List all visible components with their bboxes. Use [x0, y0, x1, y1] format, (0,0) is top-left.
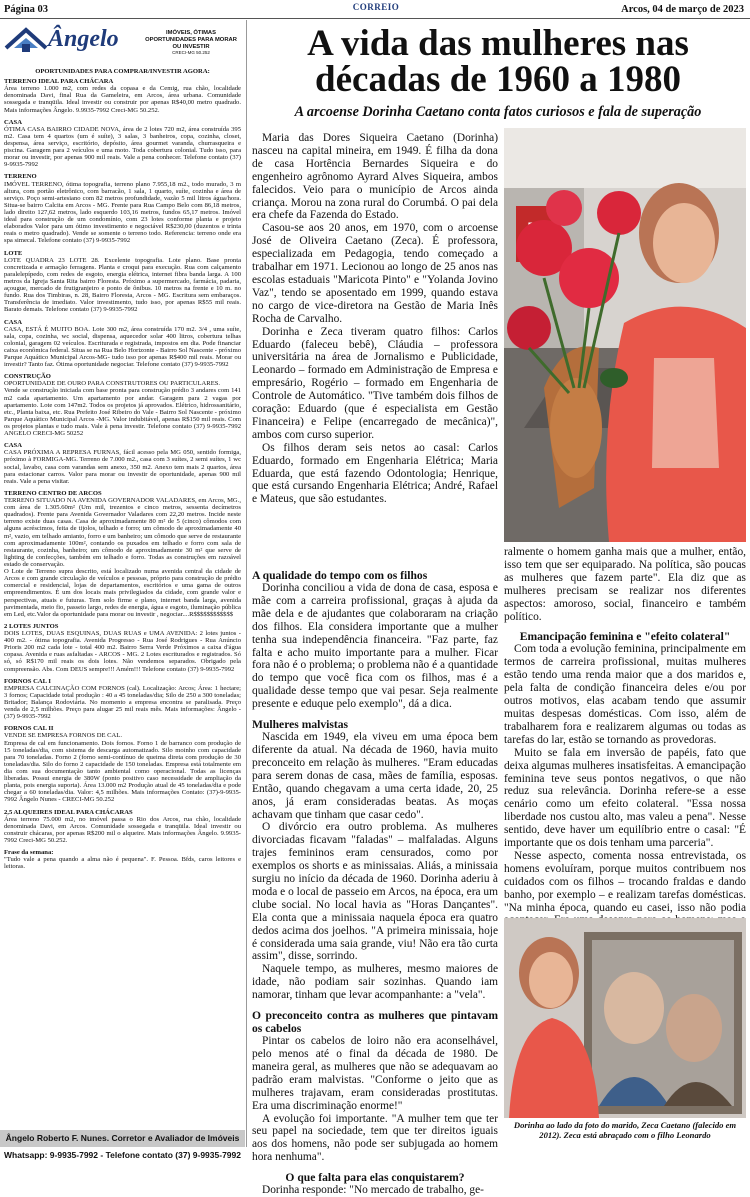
- advertiser-creci: CRECI-MG 50.252: [172, 50, 210, 55]
- article-paragraph: Dorinha responde: "No mercado de trabalho, ge-: [262, 1184, 484, 1197]
- page-number: Página 03: [4, 4, 49, 15]
- article-column-3: [504, 546, 746, 918]
- photo-caption: Dorinha ao lado da foto do marido, Zeca Caetano (falecido em 2012). Zeca está abraçado com o filho Leonardo: [513, 1120, 737, 1140]
- ad-text: Área terreno 1.000 m2, com redes da copasa e da Cemig, rua chão, localidade denominada Davi, final Rua da Gameleira, em Arcos, área urbana. Comunidade sossegada e tranqüila. Ideal investir ou construir por apenas R$40,00 metro quadrado. Mais informações Ângelo. 9.9935-7992 Creci-MG 50.252.: [4, 85, 241, 114]
- ad-title: TERRENO CENTRO DE ARCOS: [4, 489, 102, 497]
- advertiser-logo-box: [4, 22, 241, 62]
- ad-title: FORNOS CAL I: [4, 677, 51, 685]
- article-paragraph: A evolução foi importante. "A mulher tem que ter seu papel na sociedade, tem que ter direitos iguais aos dos homens, não pode ser subjugada ao homem hora nenhuma".: [252, 1112, 498, 1164]
- ad-text: Área terreno 75.000 m2, no imóvel passa o Rio dos Arcos, rua chão, localidade denominada Davi, em Arcos. Comunidade sossegada e tranqüila. Ideal investir ou construir chácaras, por apenas R$200 mil o alqueire. Mais informações Ângelo. 9.9935-7992 Creci-MG 50.252.: [4, 815, 241, 844]
- classified-ads-column: [4, 62, 241, 1128]
- ad-title: TERRENO IDEAL PARA CHÁCARA: [4, 78, 114, 86]
- ads-heading: OPORTUNIDADES PARA COMPRAR/INVESTIR AGORA:: [35, 68, 210, 75]
- ad-title: CASA: [4, 442, 22, 450]
- ad-subtitle: OPORTUNIDADE DE OURO PARA CONSTRUTORES OU PARTICULARES.: [4, 380, 221, 388]
- ad-text: Empresa de cal em funcionamento. Dois fornos. Forno 1 de barranco com produção de 15 toneladas/dia, com sistema de descarga automatizado. Silo moinho com capacidade para 70 toneladas. Forno 2 (forno semi-contínuo de queima direta com produção de 30 toneladas/dia. Silo do forno 2 capacidade de 150 toneladas. Empresa está totalmente em dia com sua documentação tanto ambiental como operacional. Todas as licenças liberadas. Possui energia de 380W (ponto positivo caso necessidade de ampliação da planta, pois energia suporta). Área 13.000 m2 Produção atual de 45 toneladas/dia e pode chegar a 60 toneladas/dia. Valor: 4,5 milhões. Mais informações Contato: (37)-9-9935-7992 Ângelo Nunes - CRECI-MG 50.252: [4, 739, 241, 804]
- section-heading: Emancipação feminina e "efeito colateral": [519, 630, 731, 644]
- ad-text: CASA, ESTÁ É MUITO BOA. Lote 300 m2, área construída 170 m2. 3/4 , uma suíte, sala, copa, cozinha, wc social, dispensa, aquecedor solar 400 litros, cobertura telhas colonial, garagem 02 veículos. Escriturada e registrada, impostos em dia. Pode financiar caixa econômica federal. Situa se na Rua Belo Horizonte - Bairro Sol Nascente - próximo Parque Aquático Municipal Arcos-MG- tudo isso por apenas R$400 mil reais. Morar ou investir? Tanto faz. Ótima oportunidade negociar. Telefone contato (37) 9-9935-7992: [4, 325, 241, 369]
- house-roof-icon: [4, 26, 48, 56]
- ad-text: DOIS LOTES, DUAS ESQUINAS, DUAS RUAS e UMA AVENIDA: 2 lotes juntos - 400 m2. - ótima topografia. Avenida Progresso - Rua José Rodrigues - Rua Anúncio Prioris 200 m2 cada lote - total 400 m2. Bairro Serra Verde Próximos a caixa d'água copasa. Avenida e ruas asfaltadas - ARCOS - MG. 2 Lotes escriturados e registrados. Só só, só R$170 mil reais os dois lotes. Não vendemos separados. Obrigado pela compreensão. Abs. Com DEUS sempre!!! Amém!!! Telefone contato (37) 9-9935-7992: [4, 629, 241, 673]
- article-paragraph: Nascida em 1949, ela viveu em uma época bem diferente da atual. Na década de 1960, havia muito preconceito em relação às mulheres. "Eram educadas para serem donas de casa, mães de família, esposas. Então, quando chegavam a uma certa idade, 20, 25 anos, já eram consideradas beatas. As moças achavam que tinham que casar cedo".: [252, 731, 498, 821]
- section-heading: Mulheres malvistas: [252, 718, 349, 732]
- ad-subtitle: VENDE SE EMPRESA FORNOS DE CAL.: [4, 732, 122, 740]
- ad-title: FORNOS CAL II: [4, 725, 54, 733]
- ad-text: ÓTIMA CASA BAIRRO CIDADE NOVA, área de 2 lotes 720 m2, área construída 395 m2. Casa tem 4 quartos (um é suíte), 3 salas, 3 banheiros, copa, cozinha, closet, despensa, área serviço, escritório, depósito, área gourmet varanda, churrasqueira e piscina. Garagem para 2 veículos e uma moto. Toda cobertura colonial. Tudo isso, para morar ou investir, por apenas 900 mil reais. Vale a pena conhecer. Telefone contato (37) 9-9935-7992: [4, 125, 241, 169]
- ad-text: O Lote de Terreno supra descrito, está localizado numa avenida central da cidade de Arcos e com grande circulação de veículos e pessoas, próprio para construção de prédio comercial e residencial, lojas de departamentos, escritórios e uma gama de outros empreendimentos. É um dos locais mais privilegiados da cidade, com grande valor e perspectivas, atuais e futuras. Tem solo firme e plano, internet banda larga, avenida pavimentada, meio fio, passeio largo, redes de energia, água e esgoto, iluminação pública em Led, etc.Valor da oportunidade para morar ou investir , negociar....R$$$$$$$$$$$$: [4, 568, 241, 618]
- section-heading: O que falta para elas conquistarem?: [285, 1171, 465, 1185]
- ad-text: IMÓVEL TERRENO, ótima topografia, terreno plano 7.955,18 m2., todo murado, 3 m altura, com portão eletrônico, com barracão, 1 sala, 1 quarto, suíte, cozinha e área de serviço. Poço semi-artesiano com 82 metros profundidade, vazão 5 mil litros água/hora. Situa-se bairro Calcita em Arcos - MG. Frente para Rua Campo Belo com 86,18 metros, lado direito 127,62 metros, lado esquerdo 103,16 metros, fundos 65,17 metros. Imóvel ideal para construção de um condomínio, com 23 lotes conforme planta e projeto elaborados Valor para um ótimo investimento e negociável R$230,00 (duzentos e trinta reais o metro quadrado). Vende se somente o terreno todo. Referencia: terreno onde era spa simecal. Telefone contato (37) 9-9935-7992: [4, 180, 241, 245]
- article-paragraph: Dorinha e Zeca tiveram quatro filhos: Carlos Eduardo (faleceu bebê), Cláudia – professora universitária na área de Jornalismo e Publicidade, Leonardo – formado em Administração de Empresa e empresário, Rogério – formado em Engenharia de Controle de Automático. "Tive também dois filhos de coração: Eduardo (que é especialista em Gestão Financeira) e Felipe (encarregado de mecânica)", ambos com curso superior.: [252, 325, 498, 441]
- family-photo: [504, 918, 746, 1118]
- advertiser-tagline: IMÓVEIS, ÓTIMAS OPORTUNIDADES PARA MORAR OU INVESTIR: [145, 30, 237, 50]
- ad-text: Vende se construção iniciada com base pronta para construção prédio 3 andares com 141 m2 cada apartamento. Um apartamento por andar. Garagem para 2 vagas por apartamento. Lote com 147m2. Todos os projetos já aprovados. Elétrico, hidrossanitário, etc., Planta baixa, etc. Rua Prefeito José Ribeiro do Vale - Bairro Sol Nascente - próximo Parque Aquático Municipal Arcos -MG. Valor indubitável, apenas R$150 mil reais. Com os projetos plantas e tudo mais. Vale à pena investir. Telefone contato (37) 9-9935-7992 ANGELO CRECI-MG 50252: [4, 387, 241, 438]
- article-paragraph: Dorinha conciliou a vida de dona de casa, esposa e mãe com a carreira profissional, graças à ajuda da mãe dela e de ajudantes que colaboraram na criação dos filhos. Ela considera importante que a mulher tenha sua independência financeira. "Faz parte, faz falta e acho muito importante para a mulher. Ficar fora não é o problema; o problema não é a quantidade do tempo que você fica com os filhos, mas é a qualidade desse tempo que vai pesar. Seja realmente presente e eduque pelo exemplo", dá a dica.: [252, 582, 498, 711]
- page-date: Arcos, 04 de março de 2023: [621, 4, 744, 15]
- article-paragraph: Nesse aspecto, comenta nossa entrevistada, os homens evoluíram, porque muitos contribuem nos cuidados com os filhos – trocando fraldas e dando banho, por exemplo – e realizam tarefas domésticas. "Na minha época, quando eu casei, isso não podia: [504, 849, 746, 914]
- article-column-1: [252, 132, 498, 552]
- article-paragraph: Maria das Dores Siqueira Caetano (Dorinha) nasceu na capital mineira, em 1949. É filha da dona de casa Hortência Bernardes Siqueira e do engenheiro agrônomo Ayrard Alves Siqueira, ambos falecidos. Veio para o município de Arcos ainda criança. Morou na zona rural do Corumbá. O pai dela era chefe da Fazenda do Estado.: [252, 132, 498, 222]
- section-heading: O preconceito contra as mulheres que pintavam os cabelos: [252, 1009, 498, 1036]
- masthead-logo: CORREIO: [352, 2, 400, 12]
- article-paragraph: ralmente o homem ganha mais que a mulher, então, isso tem que ser equiparado. Na política, são poucas as mulheres que fazem parte". Ela diz que as mulheres precisam se realizar nos diferentes aspectos: amoroso, social, financeiro e também político.: [504, 546, 746, 623]
- ad-title: CASA: [4, 118, 22, 126]
- article-subtitle: A arcoense Dorinha Caetano conta fatos curiosos e fala de superação: [294, 104, 702, 120]
- article-paragraph: Naquele tempo, as mulheres, mesmo maiores de idade, não podiam sair sozinhas. Quando iam namorar, tinham que levar acompanhante: a "vela".: [252, 963, 498, 1002]
- article-paragraph: Pintar os cabelos de loiro não era aconselhável, pelo menos até o final da década de 1980. De maneira geral, as mulheres que não se adequavam ao padrão eram malvistas. "Conforme o jeito que as mulheres trajavam, eram consideradas prostitutas. Era uma discriminação enorme!": [252, 1035, 498, 1112]
- quote-text: "Tudo vale a pena quando a alma não é pequena". F. Pessoa. Bfds, caros leitores e leitoras.: [4, 856, 241, 871]
- column-divider: [246, 20, 247, 1147]
- ad-title: 2 LOTES JUNTOS: [4, 622, 59, 630]
- ad-title: 2,5 ALQUEIRES IDEAL PARA CHÁCARAS: [4, 808, 133, 816]
- advertiser-contact-footer: Ângelo Roberto F. Nunes. Corretor e Avaliador de Imóveis Whatsapp: 9-9935-7992 - Telefone contato (37) 9-9935-7992: [0, 1130, 245, 1147]
- article-column-2: [252, 562, 498, 1197]
- ad-title: CONSTRUÇÃO: [4, 373, 51, 381]
- article-paragraph: O divórcio era outro problema. As mulheres divorciadas ficavam "faladas" – malfaladas. Alguns trajes femininos eram censurados, como por exemplos os shorts e as minissaias. Aliás, a minissaia surgiu no início da década de 1960. Dorinha aderiu à moda e o local de passeio em Arcos, na época, era um clube social. No local havia as "Horas Dançantes". Ela conta que a minissaia naquela época era quatro dedos acima dos joelhos. "A primeira minissaia, hoje é considerada uma saia grande, viu! Não era tão curta assim", disse, sorrindo.: [252, 821, 498, 963]
- portrait-photo: [504, 128, 746, 542]
- article-paragraph: Os filhos deram seis netos ao casal: Carlos Eduardo, formado em Engenharia Elétrica; Maria Eduarda, que está fazendo Odontologia; Henrique, que está cursando Engenharia Elétrica; André, Rafael e Mateus, que são estudantes.: [252, 441, 498, 506]
- ad-title: CASA: [4, 318, 22, 326]
- quote-title: Frase da semana:: [4, 849, 54, 857]
- article-paragraph: Com toda a evolução feminina, principalmente em termos de carreira profissional, muitas mulheres estão tendo uma renda maior que a dos maridos e, pela falta de condição financeira deles e/ou por outros motivos, elas acabam tendo que assumir muitas despesas domésticas. Com isso, além de trabalharem fora e realizarem algumas ou todas as tarefas do lar, estão se tornando as provedoras.: [504, 643, 746, 746]
- ad-title: LOTE: [4, 249, 23, 257]
- header-rule: [0, 18, 750, 19]
- ad-text: TERRENO SITUADO NA AVENIDA GOVERNADOR VALADARES, em Arcos, MG., com área de 1.305.60m² (Um mil, trezentos e cinco metros, sessenta decímetros quadrados). Frente para Avenida Governador Valadares com 22,20 metros. Incide neste terreno existe duas casas. Casa de aproximadamente 80 m² de 5 (cinco) cômodos com alguns acréscimos, feita de tijolos, telhado e forro; um cômodo de aproximadamente 40 m², vazio, em telhado amianto, forro e um banheiro; um cômodo que serve de restaurante com aproximadamente 100m², contando os puxados em telhado e forro com sala de restaurante, cozinha, banheiro; um cômodo de aproximadamente 30 m² que serve de lighting de confecções, também em telhado e forro. Todas as construções em razoável estado de conservação.: [4, 497, 241, 568]
- article-paragraph: Casou-se aos 20 anos, em 1970, com o arcoense José de Oliveira Caetano (Zeca). É professora, especializada em Pedagogia, tendo começado a trabalhar em 1971. Lecionou ao longo de 25 anos nas escolas estaduais "Maricota Pinto" e "Yolanda Jovino Vaz", tendo se aposentado em 1999, quando estava no cargo de vice-diretora na Gestão de Maria Inês Rocha de Carvalho.: [252, 222, 498, 325]
- article-title: A vida das mulheres nas décadas de 1960 a 1980: [307, 23, 689, 100]
- ad-title: TERRENO: [4, 173, 37, 181]
- advertiser-name: Ângelo: [48, 26, 119, 52]
- ad-text: EMPRESA CALCINAÇÃO COM FORNOS (cal). Localização: Arcos; Área: 1 hectare; 3 fornos; Capacidade total produção : 40 a 45 toneladas/dia; Silo de 250 a 300 toneladas; Britador; Balança Rodoviária. No momento a empresa encontra se paralisada. Preço venda de 2,5 milhões. Preço para alugar 25 mil reais mês. Mais informações: Ângelo - (37) 9-9935-7992: [4, 684, 241, 721]
- section-heading: A qualidade do tempo com os filhos: [252, 569, 428, 582]
- article-paragraph: Muito se fala em inversão de papéis, fato que deixa algumas mulheres insatisfeitas. A emancipação feminina teve seus pontos negativos, o que não reduz sua relevância. Dorinha refere-se a esse cenário como um efeito colateral. "Essa nossa liberdade nos custou alto, mas valeu a pena". Nesse sentido, deve haver um equilíbrio entre o casal: "É importante que os dois tenham uma parceria".: [504, 746, 746, 850]
- ad-text: LOTE QUADRA 23 LOTE 28. Excelente topografia. Lote plano. Base pronta concretizada e armação ferragens. Planta e croqui para execução. Rua com calçamento paralelepípedo, com redes de esgoto, energia elétrica, internet fibra banda larga. A 100 metros da Igreja Santa Rita bairro Floresta. Próximo a supermercado, farmácia, padaria, açougue, mercado de frutigranjeiro e ponto de ônibus. 10 metros na frente e 10 m. no fundo. Rua dos Timbiras, n. 28, Bairro Floresta, Arcos - MG. Escritura sem embaraços. Transferência de imediato. Valor investimento, tudo isso, por apenas R$55 mil reais. Barato demais. Telefone contato (37) 9-9935-7992: [4, 256, 241, 314]
- ad-text: CASA PRÓXIMA A REPRESA FURNAS, fácil acesso pela MG 050, sentido formiga, próximo à FORMIGA-MG. Terreno de 7.000 m2., casa com 3 suítes, 2 semi suítes, 1 wc social, lavabo, casa com varandas sem anexo, 350 m2. Anexo tem mais 2 quartos, área para estacionar carros. Valor para morar ou investir de oportunidade, apenas 900 mil reais. Vale a pena visitar.: [4, 449, 241, 485]
